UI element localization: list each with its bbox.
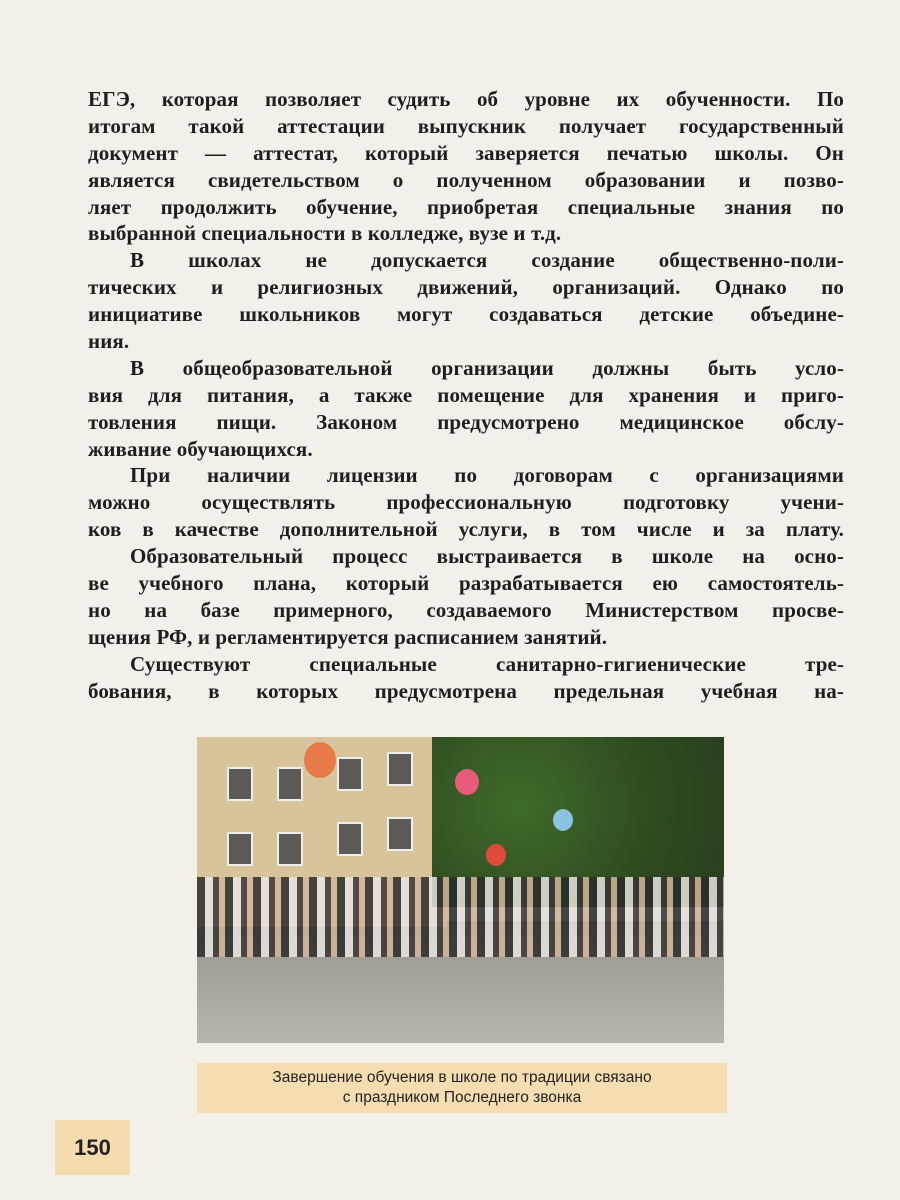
text-line: бования, в которых предусмотрена предельная учебная на-: [88, 678, 844, 703]
body-text: [88, 86, 844, 704]
balloon: [486, 844, 506, 866]
page-number: 150: [55, 1120, 130, 1175]
text-line: ния.: [88, 329, 130, 354]
text-line: тических и религиозных движений, организаций. Однако по: [88, 275, 844, 300]
text-line: ляет продолжить обучение, приобретая специальные знания по: [88, 194, 844, 219]
text-line: В школах не допускается создание общественно-поли-: [130, 248, 844, 273]
text-line: инициативе школьников могут создаваться детские объедине-: [88, 302, 844, 327]
text-line: выбранной специальности в колледже, вузе и т.д.: [88, 221, 562, 246]
balloon: [304, 742, 336, 778]
text-line: ЕГЭ, которая позволяет судить об уровне их обученности. По: [88, 87, 844, 111]
text-line: но на базе примерного, создаваемого Министерством просве-: [88, 597, 844, 622]
text-line: При наличии лицензии по договорам с организациями: [130, 463, 844, 488]
text-line: является свидетельством о полученном образовании и позво-: [88, 167, 844, 192]
text-line: В общеобразовательной организации должны быть усло-: [130, 355, 844, 380]
caption-line: Завершение обучения в школе по традиции связано: [272, 1069, 652, 1086]
text-line: Образовательный процесс выстраивается в школе на осно-: [130, 544, 844, 569]
text-line: можно осуществлять профессиональную подготовку учени-: [88, 490, 844, 515]
text-line: товления пищи. Законом предусмотрено медицинское обслу-: [88, 409, 844, 434]
text-line: щения РФ, и регламентируется расписанием занятий.: [88, 624, 608, 649]
text-line: Существуют специальные санитарно-гигиенические тре-: [130, 651, 844, 676]
text-line: вия для питания, а также помещение для хранения и приго-: [88, 382, 844, 407]
text-line: итогам такой аттестации выпускник получает государственный: [88, 113, 844, 138]
text-line: живание обучающихся.: [88, 436, 313, 461]
caption-line: с праздником Последнего звонка: [342, 1089, 582, 1106]
balloon: [553, 809, 573, 831]
figure-caption: [197, 1063, 727, 1113]
balloon: [455, 769, 479, 795]
last-bell-photo: [197, 737, 724, 1043]
text-line: документ — аттестат, который заверяется печатью школы. Он: [88, 140, 844, 165]
text-line: ков в качестве дополнительной услуги, в том числе и за плату.: [88, 517, 844, 542]
text-line: ве учебного плана, который разрабатывается ею самостоятель-: [88, 571, 844, 596]
photo-crowd: [197, 877, 724, 957]
ege-term: ЕГЭ: [88, 87, 130, 111]
